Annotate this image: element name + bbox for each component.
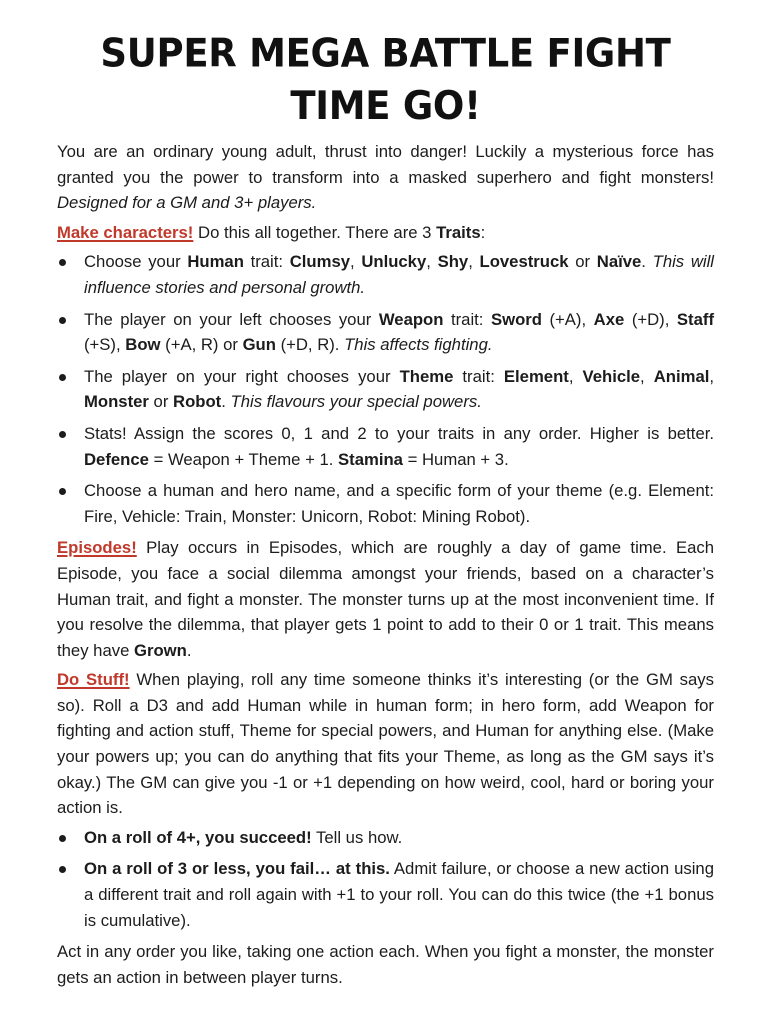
text: , bbox=[568, 366, 583, 386]
do-stuff-heading: Do Stuff! bbox=[57, 670, 130, 690]
text: (+A), bbox=[541, 309, 594, 329]
keyword-clumsy: Clumsy bbox=[289, 252, 350, 272]
keyword-weapon: Weapon bbox=[378, 309, 444, 329]
colon: : bbox=[480, 222, 486, 242]
keyword-vehicle: Vehicle bbox=[582, 366, 641, 386]
bullet-icon bbox=[59, 374, 66, 381]
text: trait: bbox=[453, 366, 504, 386]
text: = Human + 3. bbox=[402, 449, 509, 469]
text: (+D), bbox=[624, 309, 677, 329]
intro-paragraph bbox=[57, 139, 714, 216]
keyword-grown: Grown bbox=[134, 640, 187, 660]
keyword-unlucky: Unlucky bbox=[361, 252, 427, 272]
keyword-robot: Robot bbox=[173, 392, 222, 412]
italic-note: This flavours your special powers. bbox=[230, 392, 482, 412]
bullet-icon bbox=[59, 259, 66, 266]
text: The player on your right chooses your bbox=[84, 366, 400, 386]
text: = Weapon + Theme + 1. bbox=[148, 449, 339, 469]
text: , bbox=[426, 252, 438, 272]
text: . bbox=[221, 392, 231, 412]
keyword-bow: Bow bbox=[125, 335, 161, 355]
text: , bbox=[468, 252, 480, 272]
success-rule: On a roll of 4+, you succeed! bbox=[84, 827, 312, 847]
do-stuff-text: When playing, roll any time someone thinks it’s interesting (or the GM says so). Roll a D3 and add Human while in human form; in hero form, add Weapon for fighting and action stuff, Theme for special powers, and Human for anything else. (Make your powers up; you can do anything that fits your Theme, as long as the GM says it’s okay.) The GM can give you -1 or +1 depending on how weird, cool, hard or boring your action is. bbox=[57, 670, 714, 818]
episodes-text: Play occurs in Episodes, which are roughly a day of game time. Each Episode, you face a social dilemma amongst your friends, based on a character’s Human trait, and fight a monster. The monster turns up at the most inconvenient time. If you resolve the dilemma, that player gets 1 point to add to their 0 or 1 trait. This means they have bbox=[57, 538, 714, 660]
roll-results-list bbox=[57, 825, 714, 933]
keyword-gun: Gun bbox=[242, 335, 276, 355]
list-item bbox=[57, 364, 714, 415]
keyword-defence: Defence bbox=[84, 449, 149, 469]
list-item bbox=[57, 421, 714, 472]
italic-note: This will influence stories and personal growth. bbox=[84, 252, 715, 297]
text: Admit failure, or choose a new action using a different trait and roll again with +1 to your roll. You can do this twice (the +1 bonus is cumulative). bbox=[84, 859, 714, 930]
keyword-axe: Axe bbox=[593, 309, 625, 329]
text: Choose your bbox=[84, 252, 188, 272]
keyword-element: Element bbox=[503, 366, 569, 386]
closing-paragraph: Act in any order you like, taking one action each. When you fight a monster, the monster gets an action in between player turns. bbox=[57, 942, 714, 987]
text: trait: bbox=[243, 252, 290, 272]
keyword-stamina: Stamina bbox=[338, 449, 403, 469]
episodes-heading: Episodes! bbox=[57, 538, 137, 558]
list-item bbox=[57, 856, 714, 933]
traits-keyword: Traits bbox=[436, 222, 481, 242]
keyword-naive: Naïve bbox=[596, 252, 642, 272]
text: , bbox=[350, 252, 362, 272]
italic-note: This affects fighting. bbox=[344, 335, 493, 355]
text: The player on your left chooses your bbox=[84, 309, 379, 329]
text: or bbox=[568, 252, 597, 272]
keyword-human: Human bbox=[187, 252, 244, 272]
text: Stats! Assign the scores 0, 1 and 2 to your traits in any order. Higher is better. bbox=[84, 423, 714, 443]
keyword-lovestruck: Lovestruck bbox=[479, 252, 569, 272]
list-item bbox=[57, 249, 714, 300]
intro-italic: Designed for a GM and 3+ players. bbox=[57, 193, 317, 213]
keyword-monster: Monster bbox=[84, 392, 149, 412]
failure-rule: On a roll of 3 or less, you fail… at this. bbox=[84, 859, 390, 879]
text: . bbox=[186, 640, 192, 660]
keyword-sword: Sword bbox=[490, 309, 542, 329]
bullet-icon bbox=[59, 835, 66, 842]
do-stuff-paragraph bbox=[57, 667, 714, 821]
make-characters-text: Do this all together. There are 3 bbox=[193, 222, 437, 242]
list-item bbox=[57, 478, 714, 529]
keyword-animal: Animal bbox=[653, 366, 710, 386]
page-title: SUPER MEGA BATTLE FIGHT TIME GO! bbox=[100, 30, 671, 129]
bullet-icon bbox=[59, 431, 66, 438]
character-steps-list bbox=[57, 249, 714, 529]
text: (+A, R) or bbox=[160, 335, 243, 355]
make-characters-paragraph bbox=[57, 220, 714, 246]
list-item bbox=[57, 825, 714, 851]
text: or bbox=[148, 392, 174, 412]
text: , bbox=[640, 366, 654, 386]
bullet-icon bbox=[59, 866, 66, 873]
text: Tell us how. bbox=[311, 827, 403, 847]
keyword-theme: Theme bbox=[399, 366, 454, 386]
text: , bbox=[709, 366, 715, 386]
text: Choose a human and hero name, and a specific form of your theme (e.g. Element: Fire, Vehicle: Train, Monster: Unicorn, Robot: Mining Robot). bbox=[84, 481, 714, 526]
keyword-shy: Shy bbox=[437, 252, 469, 272]
text: trait: bbox=[443, 309, 491, 329]
text: (+D, R). bbox=[275, 335, 345, 355]
text: . bbox=[641, 252, 653, 272]
intro-text: You are an ordinary young adult, thrust into danger! Luckily a mysterious force has granted you the power to transform into a masked superhero and fight monsters! bbox=[57, 142, 714, 187]
bullet-icon bbox=[59, 317, 66, 324]
bullet-icon bbox=[59, 488, 66, 495]
text: (+S), bbox=[84, 335, 126, 355]
keyword-staff: Staff bbox=[676, 309, 715, 329]
list-item bbox=[57, 307, 714, 358]
make-characters-heading: Make characters! bbox=[57, 222, 194, 242]
episodes-paragraph bbox=[57, 535, 714, 663]
